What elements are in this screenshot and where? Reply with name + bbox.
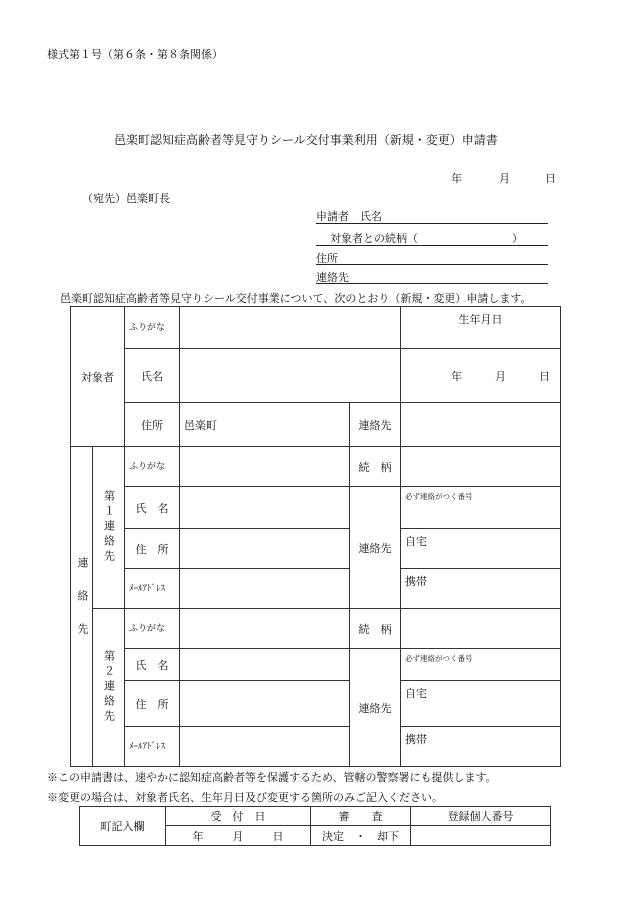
- subject-address-label: 住所: [125, 403, 180, 447]
- contact2-relation-label: 続 柄: [350, 609, 401, 649]
- applicant-name-line[interactable]: [316, 223, 548, 224]
- subject-furigana-label: ふりがな: [125, 307, 180, 349]
- contact2-contact-label: 連絡先: [350, 649, 401, 767]
- note-2: ※変更の場合は、対象者氏名、生年月日及び変更する箇所のみご記入ください。: [47, 791, 443, 804]
- page-title: 邑楽町認知症高齢者等見守りシール交付事業利用（新規・変更）申請書: [114, 133, 498, 147]
- office-month: 月: [232, 829, 244, 843]
- contact2-furigana-label: ふりがな: [125, 609, 180, 649]
- office-day: 日: [272, 829, 284, 843]
- birth-day: 日: [539, 369, 550, 383]
- applicant-relation-close: ）: [512, 232, 523, 245]
- contact1-email-label: ﾒｰﾙｱﾄﾞﾚｽ: [125, 569, 180, 609]
- contacts-label-cell: [71, 447, 93, 767]
- office-table: [79, 806, 551, 846]
- office-registration-label: 登録個人番号: [411, 807, 551, 826]
- contact2-email-label: ﾒｰﾙｱﾄﾞﾚｽ: [125, 727, 180, 767]
- contact2-furigana-field[interactable]: [180, 609, 350, 649]
- subject-contact-field[interactable]: [401, 403, 561, 447]
- subject-name-label: 氏名: [125, 349, 180, 403]
- addressee: （宛先）邑楽町長: [82, 192, 170, 205]
- contact2-name-label: 氏 名: [125, 649, 180, 681]
- contact2-address-field[interactable]: [180, 681, 350, 727]
- subject-birth-field[interactable]: [401, 349, 561, 403]
- contact2-required-note: 必ず連絡がつく番号: [401, 649, 561, 681]
- office-review-label: 審 査: [311, 807, 411, 826]
- office-registration-field[interactable]: [411, 826, 551, 846]
- applicant-contact-line[interactable]: [316, 283, 548, 284]
- office-decision[interactable]: 決定 ・ 却下: [311, 826, 411, 846]
- date-day: 日: [545, 172, 556, 185]
- birth-month: 月: [495, 369, 506, 383]
- office-label: 町記入欄: [80, 807, 166, 846]
- birth-year: 年: [451, 369, 462, 383]
- contact2-relation-field[interactable]: [401, 609, 561, 649]
- applicant-relation-line[interactable]: [316, 245, 548, 246]
- contact1-label: 第１連絡先: [102, 490, 116, 565]
- subject-contact-label: 連絡先: [350, 403, 401, 447]
- contact1-contact-label: 連絡先: [350, 487, 401, 609]
- contact2-mobile-label: 携帯: [401, 727, 561, 767]
- subject-furigana-field[interactable]: [180, 307, 401, 349]
- contact1-relation-field[interactable]: [401, 447, 561, 487]
- form-number: 様式第１号（第６条・第８条関係）: [47, 48, 223, 61]
- applicant-name-label: 申請者 氏名: [316, 210, 382, 223]
- applicant-contact-label: 連絡先: [316, 271, 349, 284]
- subject-address-field[interactable]: 邑楽町: [180, 403, 350, 447]
- office-year: 年: [192, 829, 204, 843]
- contact1-furigana-field[interactable]: [180, 447, 350, 487]
- statement: 邑楽町認知症高齢者等見守りシール交付事業について、次のとおり（新規・変更）申請します。: [60, 292, 532, 305]
- date-year: 年: [451, 172, 462, 185]
- office-receipt-date[interactable]: [166, 826, 311, 846]
- contact1-address-label: 住 所: [125, 529, 180, 569]
- contact2-label-cell: [93, 609, 125, 767]
- office-receipt-label: 受 付 日: [166, 807, 311, 826]
- contact2-label: 第２連絡先: [102, 650, 116, 725]
- contact1-address-field[interactable]: [180, 529, 350, 569]
- contact2-address-label: 住 所: [125, 681, 180, 727]
- application-table: [70, 306, 561, 767]
- contact1-label-cell: [93, 447, 125, 609]
- contact2-home-label: 自宅: [401, 681, 561, 727]
- subject-label: 対象者: [71, 307, 125, 447]
- subject-birth-label: 生年月日: [401, 307, 561, 349]
- contact2-name-field[interactable]: [180, 649, 350, 681]
- contact1-name-field[interactable]: [180, 487, 350, 529]
- applicant-address-line[interactable]: [316, 264, 548, 265]
- date-month: 月: [499, 172, 510, 185]
- contact1-furigana-label: ふりがな: [125, 447, 180, 487]
- applicant-address-label: 住所: [316, 252, 338, 265]
- contact1-name-label: 氏 名: [125, 487, 180, 529]
- contacts-label: 連絡先: [76, 557, 89, 656]
- note-1: ※この申請書は、速やかに認知症高齢者等を保護するため、管轄の警察署にも提供します。: [47, 771, 497, 784]
- contact1-relation-label: 続 柄: [350, 447, 401, 487]
- applicant-relation-label: 対象者との続柄（: [330, 232, 418, 245]
- contact1-home-label: 自宅: [401, 529, 561, 569]
- contact2-email-field[interactable]: [180, 727, 350, 767]
- contact1-mobile-label: 携帯: [401, 569, 561, 609]
- contact1-required-note: 必ず連絡がつく番号: [401, 487, 561, 529]
- contact1-email-field[interactable]: [180, 569, 350, 609]
- subject-name-field[interactable]: [180, 349, 401, 403]
